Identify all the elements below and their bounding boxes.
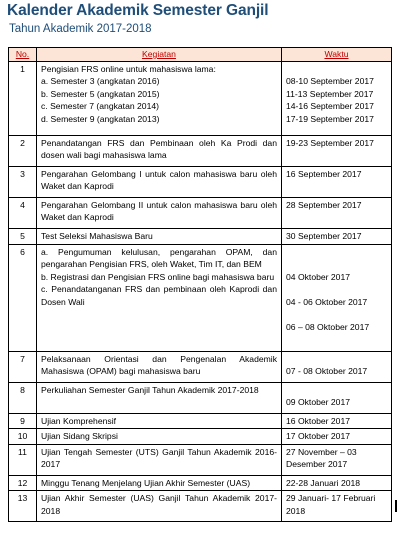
row-activity: Minggu Tenang Menjelang Ujian Akhir Semester (UAS) xyxy=(37,475,282,491)
activity-line: c. Penandatanganan FRS dan pembinaan oleh Kaprodi dan Dosen Wali xyxy=(41,284,277,307)
table-row xyxy=(9,351,392,382)
row-activity: Ujian Akhir Semester (UAS) Ganjil Tahun Akademik 2017-2018 xyxy=(37,491,282,522)
table-row xyxy=(9,228,392,244)
row-time: 27 November – 03 Desember 2017 xyxy=(282,444,392,475)
row-number: 13 xyxy=(9,491,37,522)
activity-line: d. Semester 9 (angkatan 2013) xyxy=(41,113,160,124)
row-time: 16 September 2017 xyxy=(282,166,392,197)
row-activity xyxy=(37,244,282,351)
row-time: 29 Januari- 17 Februari 2018 xyxy=(282,491,392,522)
time-line: 06 – 08 Oktober 2017 xyxy=(286,321,370,332)
row-activity: Ujian Tengah Semester (UTS) Ganjil Tahun Akademik 2016-2017 xyxy=(37,444,282,475)
row-number: 12 xyxy=(9,475,37,491)
activity-line: c. Semester 7 (angkatan 2014) xyxy=(41,101,159,111)
activity-line: a. Semester 3 (angkatan 2016) xyxy=(41,76,160,86)
spacer xyxy=(286,258,387,271)
row-activity: Pengarahan Gelombang I untuk calon mahasiswa baru oleh Waket dan Kaprodi xyxy=(37,166,282,197)
row-time xyxy=(282,351,392,382)
academic-calendar-table xyxy=(8,47,392,522)
row-time: 30 September 2017 xyxy=(282,228,392,244)
row-number: 11 xyxy=(9,444,37,475)
table-row xyxy=(9,244,392,351)
time-line: 11-13 September 2017 xyxy=(286,88,374,99)
row-number: 5 xyxy=(9,228,37,244)
row-time: 17 Oktober 2017 xyxy=(282,429,392,445)
table-row xyxy=(9,413,392,429)
row-number: 8 xyxy=(9,382,37,413)
row-activity: Perkuliahan Semester Ganjil Tahun Akademik 2017-2018 xyxy=(37,382,282,413)
row-time: 19-23 September 2017 xyxy=(282,135,392,166)
row-activity: Pengarahan Gelombang II untuk calon mahasiswa baru oleh Waket dan Kaprodi xyxy=(37,197,282,228)
row-activity: Penandatangan FRS dan Pembinaan oleh Ka Prodi dan dosen wali bagi mahasiswa lama xyxy=(37,135,282,166)
row-number: 6 xyxy=(9,244,37,351)
time-line: 09 Oktober 2017 xyxy=(286,397,351,407)
table-row xyxy=(9,491,392,522)
time-line xyxy=(286,63,387,76)
row-activity: Ujian Komprehensif xyxy=(37,413,282,429)
page-title: Kalender Akademik Semester Ganjil xyxy=(7,2,269,19)
row-number: 1 xyxy=(9,61,37,135)
spacer xyxy=(286,353,387,366)
time-line: 08-10 September 2017 xyxy=(286,76,374,86)
row-activity: Ujian Sidang Skripsi xyxy=(37,429,282,445)
row-time: 16 Oktober 2017 xyxy=(282,413,392,429)
table-row xyxy=(9,444,392,475)
table-row xyxy=(9,197,392,228)
row-time xyxy=(282,244,392,351)
table-row xyxy=(9,382,392,413)
time-line: 14-16 September 2017 xyxy=(286,101,374,111)
spacer xyxy=(286,246,387,259)
header-time: Waktu xyxy=(282,48,392,62)
header-activity: Kegiatan xyxy=(37,48,282,62)
row-number: 4 xyxy=(9,197,37,228)
spacer xyxy=(286,384,387,397)
row-time: 22-28 Januari 2018 xyxy=(282,475,392,491)
table-row xyxy=(9,135,392,166)
spacer xyxy=(286,283,387,296)
time-line: 04 - 06 Oktober 2017 xyxy=(286,296,368,307)
row-activity: Pelaksanaan Orientasi dan Pengenalan Akademik Mahasiswa (OPAM) bagi mahasiswa baru xyxy=(37,351,282,382)
activity-line: b. Registrasi dan Pengisian FRS online bagi mahasiswa baru xyxy=(41,271,275,282)
spacer xyxy=(286,308,387,321)
row-activity: Test Seleksi Mahasiswa Baru xyxy=(37,228,282,244)
row-number: 9 xyxy=(9,413,37,429)
page-subtitle: Tahun Akademik 2017-2018 xyxy=(9,23,152,35)
row-number: 3 xyxy=(9,166,37,197)
time-line: 07 - 08 Oktober 2017 xyxy=(286,366,368,376)
activity-line: a. Pengumuman kelulusan, pengarahan OPAM, dan pengarahan Pengisian FRS, oleh Waket, Tim IT, dan BEM xyxy=(41,246,277,269)
row-time xyxy=(282,61,392,135)
row-number: 10 xyxy=(9,429,37,445)
time-line: 04 Oktober 2017 xyxy=(286,271,351,282)
table-row xyxy=(9,475,392,491)
header-no: No. xyxy=(9,48,37,62)
table-row xyxy=(9,166,392,197)
text-cursor xyxy=(395,500,397,512)
row-number: 2 xyxy=(9,135,37,166)
activity-line: Pengisian FRS online untuk mahasiswa lama: xyxy=(41,63,216,74)
table-row xyxy=(9,429,392,445)
activity-line: b. Semester 5 (angkatan 2015) xyxy=(41,88,160,99)
row-time xyxy=(282,382,392,413)
table-row xyxy=(9,61,392,135)
time-line: 17-19 September 2017 xyxy=(286,113,374,124)
row-number: 7 xyxy=(9,351,37,382)
row-time: 28 September 2017 xyxy=(282,197,392,228)
row-activity xyxy=(37,61,282,135)
table-header-row xyxy=(9,48,392,62)
